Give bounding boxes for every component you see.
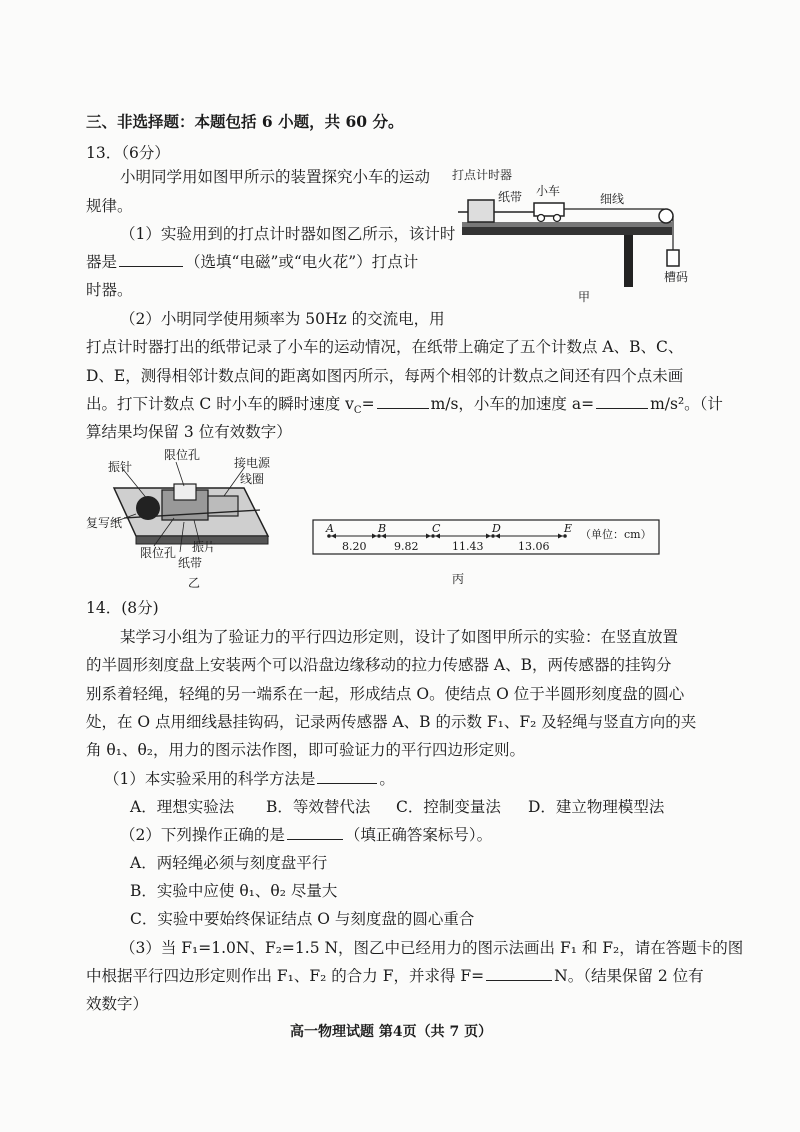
q13-part2-d [86, 394, 723, 421]
q13-part1-a: （1）实验用到的打点计时器如图乙所示，该计时 [120, 225, 456, 243]
yi-label-power: 接电源 [234, 456, 271, 470]
q14-part2-option-a[interactable]: A．两轻绳必须与刻度盘平行 [130, 854, 328, 872]
q14-part3-b1: 中根据平行四边形定则作出 F₁、F₂ 的合力 F，并求得 F= [86, 967, 485, 985]
point-e: E [564, 522, 573, 535]
q14-part2 [120, 825, 492, 845]
q13-part2-d1: 出。打下计数点 C 时小车的瞬时速度 v [86, 395, 354, 413]
yi-label-carbon-paper: 复写纸 [86, 516, 123, 530]
q14-part2-text: （2）下列操作正确的是 [120, 826, 285, 844]
q14-intro-4: 处，在 O 点用细线悬挂钩码，记录两传感器 A、B 的示数 F₁、F₂ 及轻绳与竖直方向的夹 [86, 713, 697, 731]
q13-part2-d3: m/s，小车的加速度 a= [430, 395, 595, 413]
q13-part2-c: D、E，测得相邻计数点间的距离如图丙所示，每两个相邻的计数点之间还有四个点未画 [86, 367, 684, 385]
q14-option-c[interactable]: C．控制变量法 [396, 798, 501, 816]
q13-part1-b1: 器是 [86, 253, 118, 271]
yi-label-coil: 线圈 [240, 472, 265, 486]
q14-part1-text: （1）本实验采用的科学方法是 [104, 770, 316, 788]
q14-intro-3: 别系着轻绳，轻绳的另一端系在一起，形成结点 O。使结点 O 位于半圆形刻度盘的圆心 [86, 685, 685, 703]
vc-subscript: C [353, 405, 362, 417]
q13-part1-b [86, 252, 418, 272]
q14-part3-a: （3）当 F₁=1.0N、F₂=1.5 N，图乙中已经用力的图示法画出 F₁ 和 F₂，请在答题卡的图 [120, 939, 744, 957]
q14-part2-option-c[interactable]: C．实验中要始终保证结点 O 与刻度盘的圆心重合 [130, 910, 475, 928]
q13-part2-b: 打点计时器打出的纸带记录了小车的运动情况，在纸带上确定了五个计数点 A、B、C、 [86, 338, 684, 356]
q14-number: 14．(8分) [86, 599, 159, 617]
tape-label: 纸带 [498, 190, 523, 204]
yi-label-tape: 纸带 [178, 556, 203, 570]
q13-part2-d2: = [361, 395, 375, 413]
distance-de: 13.06 [518, 540, 550, 553]
q14-intro-5: 角 θ₁、θ₂，用力的图示法作图，即可验证力的平行四边形定则。 [86, 741, 526, 759]
answer-blank-resultant-force[interactable] [486, 966, 552, 981]
q13-number: 13．（6分） [86, 144, 170, 162]
point-c: C [432, 522, 441, 535]
q13-part1-c: 时器。 [86, 281, 133, 299]
q14-option-d[interactable]: D．建立物理模型法 [528, 798, 665, 816]
q13-part1-b2: （选填“电磁”或“电火花”）打点计 [185, 253, 419, 271]
answer-blank-acceleration[interactable] [596, 394, 648, 409]
q13-intro-2: 规律。 [86, 197, 133, 215]
q14-intro-1: 某学习小组为了验证力的平行四边形定则，设计了如图甲所示的实验：在竖直放置 [120, 628, 679, 646]
point-b: B [378, 522, 387, 535]
yi-label-needle: 振针 [108, 460, 133, 474]
answer-blank-timer-type[interactable] [119, 252, 183, 267]
q14-part3-b [86, 966, 704, 986]
q13-intro-1: 小明同学用如图甲所示的装置探究小车的运动 [120, 168, 431, 186]
q14-part2-end: （填正确答案标号）。 [344, 826, 493, 844]
q14-option-a[interactable]: A．理想实验法 [130, 798, 235, 816]
point-d: D [492, 522, 501, 535]
yi-label-limit-hole-bottom: 限位孔 [140, 546, 177, 560]
figure-yi [84, 448, 284, 590]
weight-label: 槽码 [664, 270, 689, 284]
q14-option-b[interactable]: B．等效替代法 [266, 798, 371, 816]
distance-cd: 11.43 [452, 540, 484, 553]
q14-intro-2: 的半圆形刻度盘上安装两个可以沿盘边缘移动的拉力传感器 A、B，两传感器的挂钩分 [86, 656, 672, 674]
page-footer: 高一物理试题 第4页（共 7 页） [290, 1024, 493, 1040]
distance-bc: 9.82 [394, 540, 419, 553]
q13-part2-a: （2）小明同学使用频率为 50Hz 的交流电，用 [120, 310, 445, 328]
point-a: A [326, 522, 334, 535]
figure-jia [448, 160, 708, 310]
q14-part1 [104, 769, 395, 789]
figure-jia-caption: 甲 [578, 290, 591, 304]
q13-part2-d4: m/s²。（计 [650, 395, 723, 413]
string-label: 细线 [600, 192, 625, 206]
q14-part1-end: 。 [379, 770, 395, 788]
figure-yi-caption: 乙 [188, 576, 201, 590]
section-heading: 三、非选择题：本题包括 6 小题，共 60 分。 [86, 112, 404, 131]
figure-bing-caption: 丙 [452, 572, 465, 586]
figure-bing [312, 516, 662, 586]
answer-blank-correct-ops[interactable] [287, 825, 343, 840]
yi-label-vibrating-plate: 振片 [192, 540, 217, 554]
q14-part3-b2: N。（结果保留 2 位有 [554, 967, 704, 985]
timer-label: 打点计时器 [452, 168, 513, 182]
distance-ab: 8.20 [342, 540, 367, 553]
q13-part2-e: 算结果均保留 3 位有效数字） [86, 423, 292, 441]
q14-part3-c: 效数字） [86, 995, 149, 1013]
unit-label: （单位：cm） [580, 528, 652, 541]
answer-blank-method[interactable] [317, 769, 377, 784]
answer-blank-velocity[interactable] [377, 394, 429, 409]
cart-label: 小车 [536, 184, 561, 198]
yi-label-limit-hole-top: 限位孔 [164, 448, 201, 462]
q14-part2-option-b[interactable]: B．实验中应使 θ₁、θ₂ 尽量大 [130, 882, 338, 900]
